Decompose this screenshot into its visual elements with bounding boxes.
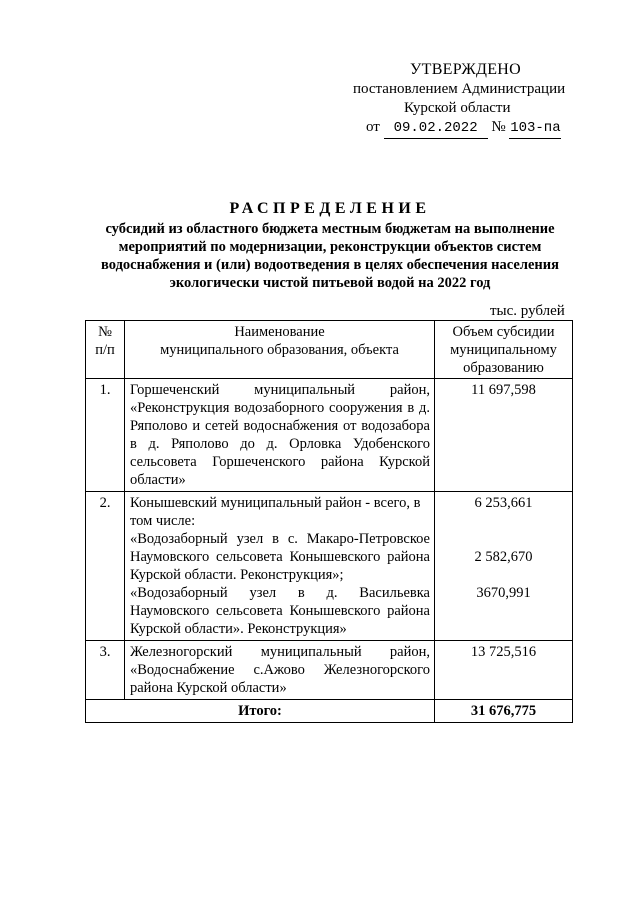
- table-row: [86, 492, 573, 641]
- header-name: [125, 321, 435, 379]
- header-value: [435, 321, 573, 379]
- approval-by: постановлением Администрации: [353, 81, 566, 97]
- table-row: [86, 641, 573, 700]
- row-num: 1.: [86, 379, 125, 492]
- total-label: Итого:: [86, 700, 435, 723]
- row-value-text: 2 582,670: [474, 549, 533, 565]
- from-label: от: [366, 119, 380, 135]
- approval-org: Курской области: [404, 100, 511, 116]
- row-value: [435, 492, 573, 641]
- table-total-row: [86, 700, 573, 723]
- subtitle-line: экологически чистой питьевой водой на 2022 год: [169, 275, 491, 291]
- row-name-text: Горшеченский муниципальный район, «Реконструкция водозаборного сооружения в д. Ряполово и сетей водоснабжения от водозабора в д. Ряполово до д. Орловка Удобенского сельсовета Горшеченского района Курской области»: [130, 382, 430, 488]
- row-name: [125, 492, 435, 641]
- row-value-spacer: [439, 566, 568, 584]
- row-name-text: «Водозаборный узел в с. Макаро-Петровское Наумовского сельсовета Конышевского района Курской области. Реконструкция»;: [130, 531, 430, 583]
- row-value-text: 3670,991: [476, 585, 531, 601]
- subtitle-line: мероприятий по модернизации, реконструкции объектов систем: [118, 239, 542, 255]
- row-name-text: Конышевский муниципальный район - всего, в том числе:: [130, 495, 421, 529]
- row-name: [125, 379, 435, 492]
- subsidy-table: [85, 320, 573, 723]
- row-name-text: Железногорский муниципальный район, «Водоснабжение с.Ажово Железногорского района Курской области»: [130, 644, 430, 696]
- row-name-text: «Водозаборный узел в д. Васильевка Наумовского сельсовета Конышевского района Курской области». Реконструкция»: [130, 585, 430, 637]
- number-label: №: [491, 119, 506, 135]
- row-value-text: 13 725,516: [470, 644, 537, 660]
- header-name-line: муниципального образования, объекта: [160, 342, 399, 358]
- row-value: [435, 379, 573, 492]
- table-header-row: [86, 321, 573, 379]
- approval-date: 09.02.2022: [384, 119, 488, 139]
- row-value-text: 11 697,598: [471, 382, 536, 398]
- header-value-line: образованию: [463, 360, 544, 376]
- subtitle-line: субсидий из областного бюджета местным бюджетам на выполнение: [105, 221, 555, 237]
- approval-title: УТВЕРЖДЕНО: [410, 61, 522, 78]
- row-value-text: 6 253,661: [474, 495, 533, 511]
- row-name: [125, 641, 435, 700]
- document-title: РАСПРЕДЕЛЕНИЕ: [229, 200, 431, 217]
- subtitle-line: водоснабжения и (или) водоотведения в целях обеспечения населения: [101, 257, 559, 273]
- units-label: тыс. рублей: [490, 303, 565, 319]
- header-value-line: Объем субсидии: [452, 324, 555, 340]
- document-subtitle: [80, 220, 580, 292]
- approval-number: 103-па: [509, 119, 561, 139]
- row-value: [435, 641, 573, 700]
- row-num: 2.: [86, 492, 125, 641]
- header-num-line: №: [98, 324, 112, 340]
- table-row: [86, 379, 573, 492]
- header-num-line: п/п: [95, 342, 115, 358]
- row-num: 3.: [86, 641, 125, 700]
- header-name-line: Наименование: [234, 324, 325, 340]
- row-value-spacer: [439, 512, 568, 548]
- header-num: [86, 321, 125, 379]
- header-value-line: муниципальному: [450, 342, 557, 358]
- approval-date-row: [366, 118, 561, 139]
- total-value: 31 676,775: [435, 700, 573, 723]
